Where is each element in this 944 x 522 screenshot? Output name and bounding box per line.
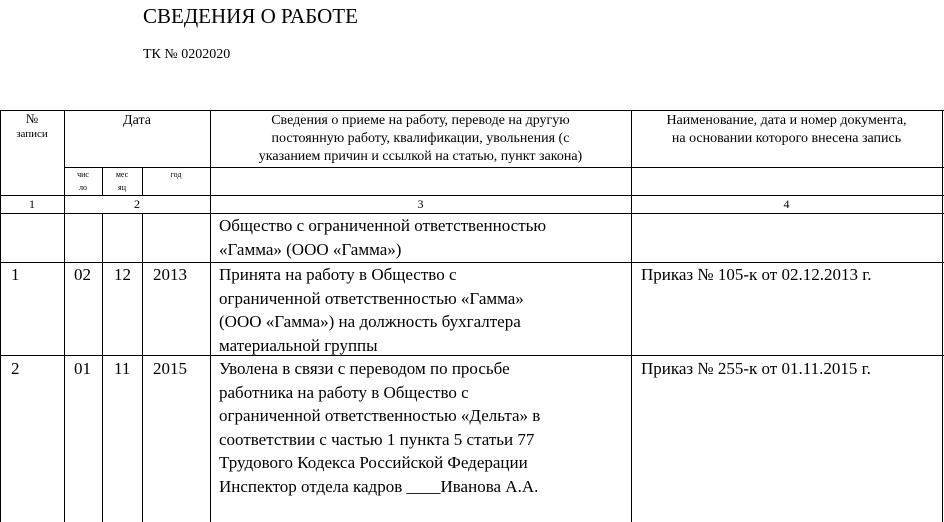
org-name-line1: Общество с ограниченной ответственностью bbox=[219, 216, 547, 235]
header-info-line3: указанием причин и ссылкой на статью, пункт закона) bbox=[258, 149, 583, 164]
header-doc-line2: на основании которого внесена запись bbox=[671, 131, 902, 146]
entry1-day: 02 bbox=[74, 265, 91, 284]
page-title: СВЕДЕНИЯ О РАБОТЕ bbox=[143, 4, 358, 28]
entry1-info-line4: материальной группы bbox=[219, 335, 378, 355]
entry1-info-line1: Принята на работу в Общество с bbox=[219, 265, 457, 284]
subheader-month-line2: яц bbox=[118, 183, 126, 192]
entry1-year: 2013 bbox=[153, 265, 187, 284]
header-num-line1: № bbox=[25, 111, 39, 126]
col-number-3: 3 bbox=[417, 197, 424, 211]
entry1-info-line2: ограниченной ответственностью «Гамма» bbox=[219, 288, 524, 308]
col-number-4: 4 bbox=[783, 197, 790, 211]
subheader-month-line1: мес bbox=[115, 170, 129, 179]
subheader-year: год bbox=[170, 170, 182, 179]
entry1-num: 1 bbox=[11, 265, 20, 284]
entry2-info-line4: соответствии с частью 1 пункта 5 статьи 77 bbox=[219, 429, 535, 449]
subheader-day-line2: ло bbox=[79, 183, 87, 192]
header-info-line2: постоянную работу, квалификации, увольнения (с bbox=[271, 131, 570, 146]
entry2-day: 01 bbox=[74, 359, 91, 378]
entry2-doc: Приказ № 255-к от 01.11.2015 г. bbox=[641, 359, 871, 378]
col-number-1: 1 bbox=[29, 197, 35, 211]
subheader-day-line1: чис bbox=[77, 170, 89, 179]
header-num-line2: записи bbox=[16, 128, 48, 140]
entry1-info-line3: (ООО «Гамма») на должность бухгалтера bbox=[219, 312, 521, 331]
header-date: Дата bbox=[123, 113, 151, 128]
entry2-num: 2 bbox=[11, 359, 20, 378]
entry2-info-line5: Трудового Кодекса Российской Федерации bbox=[219, 453, 528, 472]
entry2-info-line1: Уволена в связи с переводом по просьбе bbox=[219, 359, 510, 378]
entry2-info-line6: Инспектор отдела кадров ____Иванова А.А. bbox=[219, 476, 539, 496]
entry1-doc: Приказ № 105-к от 02.12.2013 г. bbox=[641, 265, 872, 284]
org-name-line2: «Гамма» (ООО «Гамма») bbox=[219, 239, 402, 259]
header-info-line1: Сведения о приеме на работу, переводе на другую bbox=[271, 113, 570, 128]
entry2-month: 11 bbox=[114, 359, 131, 378]
header-doc-line1: Наименование, дата и номер документа, bbox=[666, 113, 907, 128]
tk-number: ТК № 0202020 bbox=[143, 47, 231, 62]
entry2-year: 2015 bbox=[153, 359, 187, 378]
entry1-month: 12 bbox=[114, 265, 131, 284]
col-number-2: 2 bbox=[134, 197, 140, 211]
entry2-info-line2: работника на работу в Общество с bbox=[219, 382, 469, 402]
entry2-info-line3: ограниченной ответственностью «Дельта» в bbox=[219, 406, 541, 425]
